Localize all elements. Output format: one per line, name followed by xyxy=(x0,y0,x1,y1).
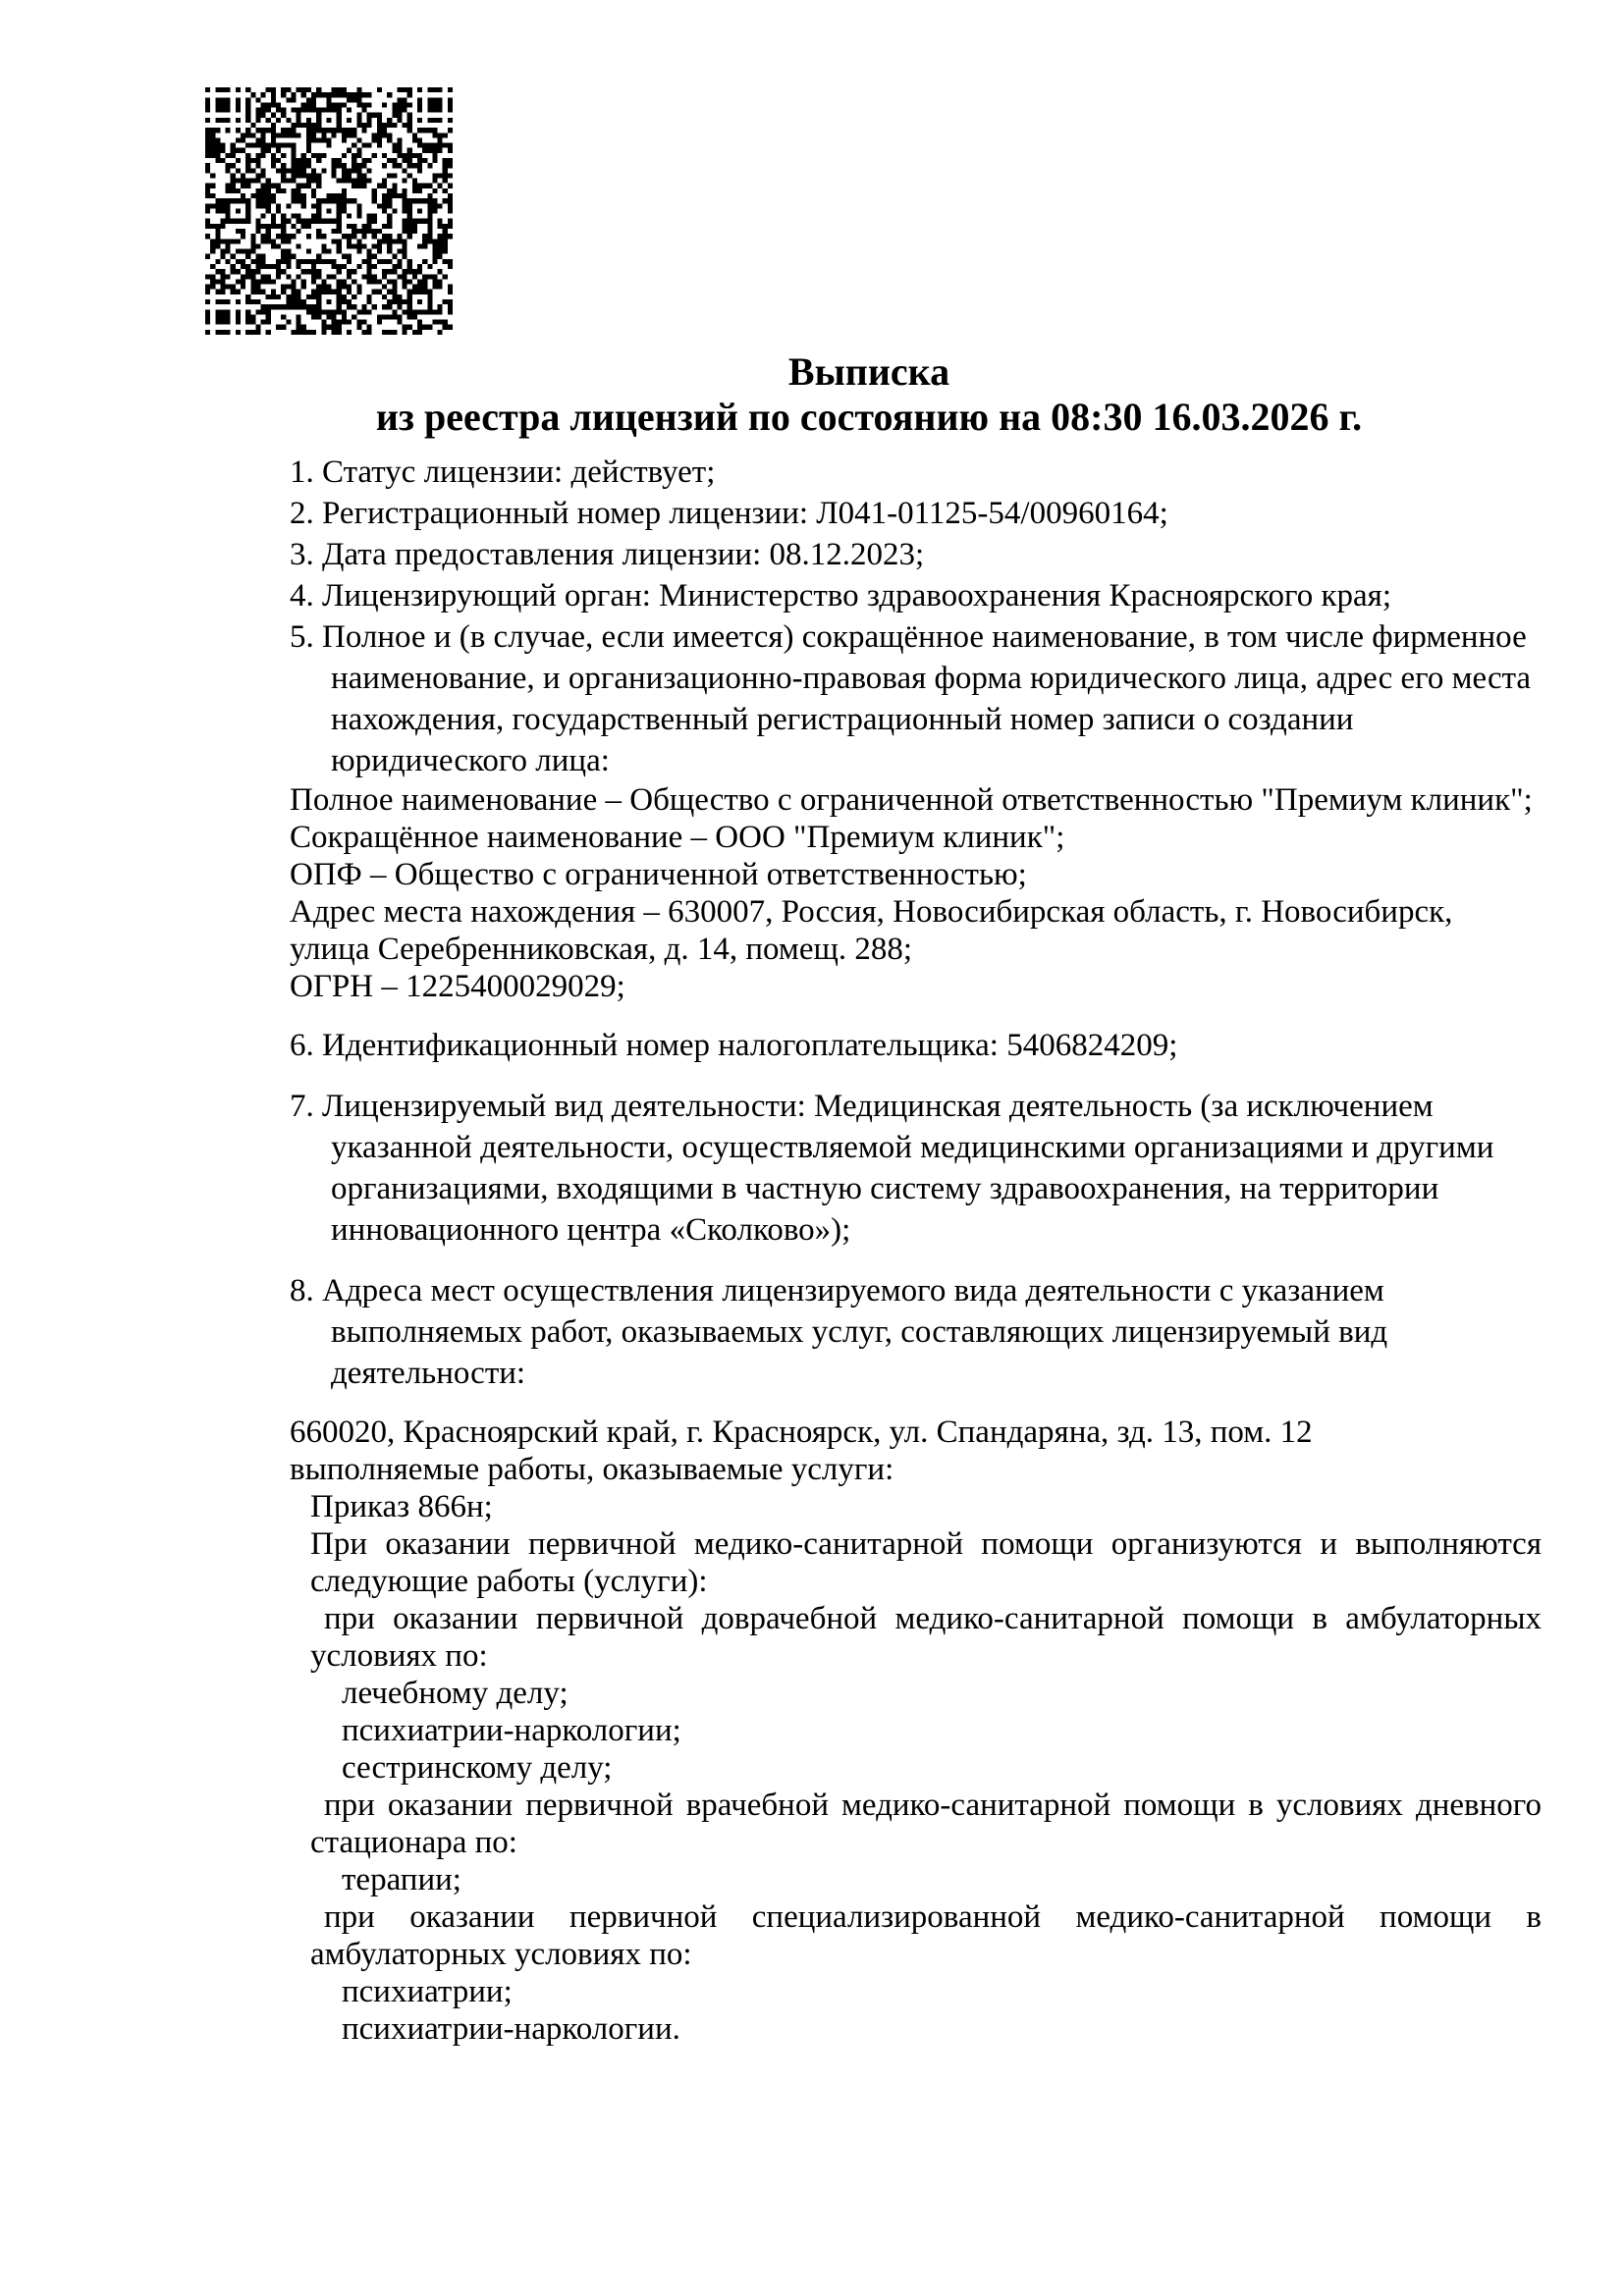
document-title-line1: Выписка xyxy=(787,349,950,394)
document-title-line2: из реестра лицензий по состоянию на 08:30 16.03.2026 г. xyxy=(375,395,1363,439)
document-line: Полное наименование – Общество с ограниченной ответственностью "Премиум клиник"; xyxy=(290,782,1533,818)
document-line: при оказании первичной врачебной медико-санитарной помощи в условиях дневного xyxy=(324,1788,1542,1823)
document-line: Приказ 866н; xyxy=(310,1489,493,1524)
document-line: 1. Статус лицензии: действует; xyxy=(290,454,716,490)
document-line: сестринскому делу; xyxy=(342,1750,613,1786)
document-line: организациями, входящими в частную систему здравоохранения, на территории xyxy=(331,1171,1439,1206)
document-line: условиях по: xyxy=(310,1638,488,1674)
document-line: инновационного центра «Сколково»); xyxy=(331,1212,851,1248)
document-line: амбулаторных условиях по: xyxy=(310,1937,692,1972)
document-line: 4. Лицензирующий орган: Министерство здравоохранения Красноярского края; xyxy=(290,578,1391,614)
document-line: деятельности: xyxy=(331,1356,526,1391)
document-line: выполняемых работ, оказываемых услуг, составляющих лицензируемый вид xyxy=(331,1314,1388,1350)
document-line: Сокращённое наименование – ООО "Премиум клиник"; xyxy=(290,820,1065,855)
document-line: 6. Идентификационный номер налогоплательщика: 5406824209; xyxy=(290,1028,1178,1063)
document-line: указанной деятельности, осуществляемой медицинскими организациями и другими xyxy=(331,1130,1494,1165)
document-line: при оказании первичной доврачебной медико-санитарной помощи в амбулаторных xyxy=(324,1601,1542,1636)
document-line: 660020, Красноярский край, г. Красноярск, ул. Спандаряна, зд. 13, пом. 12 xyxy=(290,1415,1313,1450)
document-line: следующие работы (услуги): xyxy=(310,1564,708,1599)
document-line: 3. Дата предоставления лицензии: 08.12.2023; xyxy=(290,537,925,572)
document-line: психиатрии-наркологии; xyxy=(342,1713,681,1748)
document-line: психиатрии-наркологии. xyxy=(342,2011,680,2047)
document-line: при оказании первичной специализированной медико-санитарной помощи в xyxy=(324,1899,1542,1935)
document-line: Адрес места нахождения – 630007, Россия, Новосибирская область, г. Новосибирск, xyxy=(290,894,1453,930)
document-content xyxy=(196,349,1542,2048)
qr-code xyxy=(205,87,453,335)
document-line: 5. Полное и (в случае, если имеется) сокращённое наименование, в том числе фирменное xyxy=(290,619,1527,655)
document-line: нахождения, государственный регистрационный номер записи о создании xyxy=(331,702,1354,737)
document-body xyxy=(290,452,1542,2048)
document-line: 8. Адреса мест осуществления лицензируемого вида деятельности с указанием xyxy=(290,1273,1384,1308)
document-line: психиатрии; xyxy=(342,1974,513,2009)
document-line: При оказании первичной медико-санитарной помощи организуются и выполняются xyxy=(310,1526,1542,1562)
document-line: ОПФ – Общество с ограниченной ответственностью; xyxy=(290,857,1027,892)
document-line: наименование, и организационно-правовая форма юридического лица, адрес его места xyxy=(331,661,1532,696)
document-line: 2. Регистрационный номер лицензии: Л041-01125-54/00960164; xyxy=(290,496,1168,531)
document-line: выполняемые работы, оказываемые услуги: xyxy=(290,1452,894,1487)
document-line: стационара по: xyxy=(310,1825,517,1860)
document-line: ОГРН – 1225400029029; xyxy=(290,969,625,1004)
document-line: улица Серебренниковская, д. 14, помещ. 288; xyxy=(290,932,913,967)
document-line: лечебному делу; xyxy=(342,1676,568,1711)
document-line: терапии; xyxy=(342,1862,461,1897)
document-line: юридического лица: xyxy=(331,743,610,778)
document-line: 7. Лицензируемый вид деятельности: Медицинская деятельность (за исключением xyxy=(290,1089,1434,1124)
